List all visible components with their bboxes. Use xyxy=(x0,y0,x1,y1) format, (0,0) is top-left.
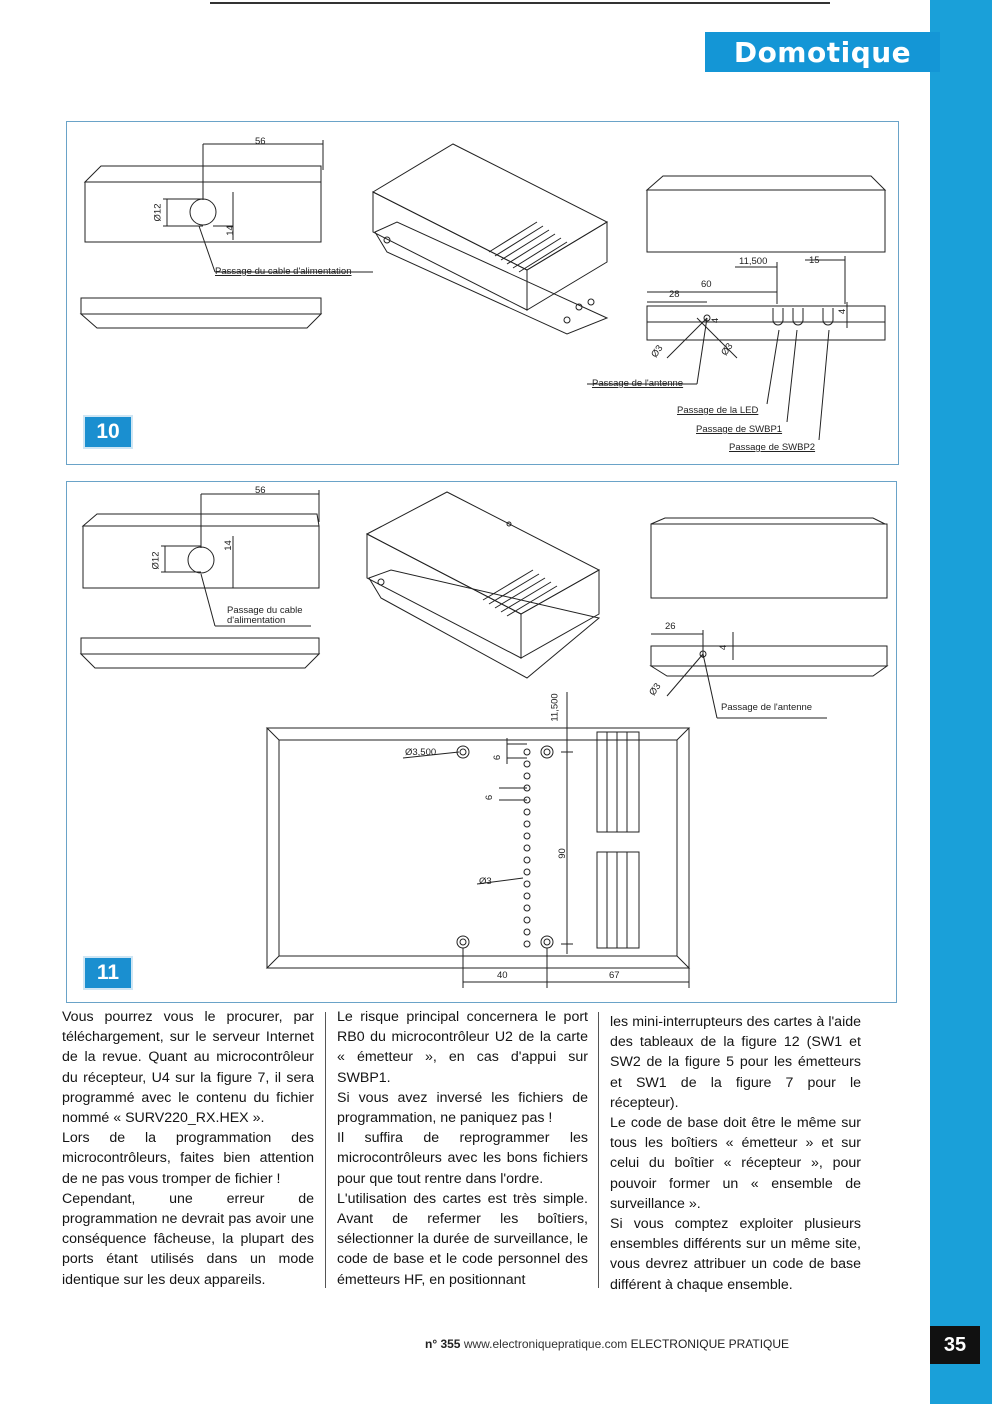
fig10-led-label: Passage de la LED xyxy=(677,405,759,416)
fig11-dim-d3500: Ø3,500 xyxy=(405,747,437,758)
paragraph: Si vous comptez exploiter plusieurs ensembles différents sur un même site, vous devrez attribuer un code de base différent à chaque ensemble. xyxy=(610,1216,861,1293)
magazine-name: ELECTRONIQUE PRATIQUE xyxy=(630,1337,790,1351)
fig11-dim-11500: 11,500 xyxy=(549,693,561,722)
paragraph: L'utilisation des cartes est très simple. Avant de refermer les boîtiers, sélectionner la durée de surveillance, le code de base et le code personnel des émetteurs HF, en positionnant xyxy=(337,1190,588,1288)
fig10-dim-4b: 4 xyxy=(837,308,849,315)
paragraph: Le risque principal concernera le port RB0 du microcontrôleur U2 de la carte « émetteur », en cas d'appui sur SWBP1. xyxy=(337,1009,588,1086)
fig11-dim-67: 67 xyxy=(609,970,620,981)
fig11-dim-40: 40 xyxy=(497,970,508,981)
paragraph: Lors de la programmation des microcontrôleurs, faites bien attention de ne pas vous tromper de fichier ! xyxy=(62,1130,314,1187)
fig11-dim-d12: Ø12 xyxy=(150,551,162,570)
figure-11 xyxy=(66,481,897,1003)
fig10-antenna-label: Passage de l'antenne xyxy=(592,378,684,389)
paragraph: Le code de base doit être le même sur tous les boîtiers « émetteur » et sur celui du boîtier « récepteur », pour pouvoir former un « ensemble de surveillance ». xyxy=(610,1115,861,1212)
paragraph: Si vous avez inversé les fichiers de programmation, ne paniquez pas ! xyxy=(337,1089,588,1127)
fig10-swbp1-label: Passage de SWBP1 xyxy=(696,424,783,435)
fig11-dim-56: 56 xyxy=(255,485,266,496)
fig10-dim-56: 56 xyxy=(255,136,266,147)
fig10-dim-d3: Ø3 xyxy=(649,343,666,360)
page-footer xyxy=(425,1337,789,1351)
figure-11-drawing xyxy=(67,482,896,1002)
fig11-cable-label-2: d'alimentation xyxy=(227,615,286,626)
fig11-dim-6b: 6 xyxy=(484,794,496,801)
figure-10-drawing xyxy=(67,122,898,464)
figure-10 xyxy=(66,121,899,465)
fig10-dim-14: 14 xyxy=(224,225,236,236)
fig10-dim-4a: 4 xyxy=(710,317,722,324)
text-column-3 xyxy=(610,1012,861,1295)
top-rule xyxy=(210,2,830,4)
fig11-dim-90: 90 xyxy=(556,848,568,859)
fig10-cable-label: Passage du cable d'alimentation xyxy=(215,266,352,277)
column-separator xyxy=(598,1012,599,1288)
fig11-dim-d3: Ø3 xyxy=(647,681,664,698)
page-number: 35 xyxy=(930,1326,980,1364)
website-link[interactable]: www.electroniquepratique.com xyxy=(463,1337,628,1351)
fig11-cable-label-1: Passage du cable xyxy=(227,605,303,616)
column-separator xyxy=(325,1012,326,1288)
fig10-dim-60: 60 xyxy=(701,279,712,290)
issue-number: n° 355 xyxy=(425,1337,461,1351)
text-column-1 xyxy=(62,1007,314,1290)
fig10-dim-15: 15 xyxy=(809,255,820,266)
fig10-dim-d3b: Ø3 xyxy=(719,341,736,358)
figure-11-number: 11 xyxy=(83,956,133,990)
fig11-dim-d3hole: Ø3 xyxy=(479,876,492,887)
fig11-dim-6a: 6 xyxy=(492,754,504,761)
section-header: Domotique xyxy=(705,32,940,72)
fig11-dim-14: 14 xyxy=(222,540,234,551)
fig11-dim-26: 26 xyxy=(665,621,676,632)
fig10-dim-28: 28 xyxy=(669,289,680,300)
paragraph: Cependant, une erreur de programmation ne devrait pas avoir une conséquence fâcheuse, la plupart des ports étant utilisés dans un mode identique sur les deux appareils. xyxy=(62,1190,314,1288)
paragraph: Il suffira de reprogrammer les microcontrôleurs avec les bons fichiers pour que tout rentre dans l'ordre. xyxy=(337,1130,588,1187)
figure-10-number: 10 xyxy=(83,415,133,449)
text-column-2 xyxy=(337,1007,588,1290)
paragraph: les mini-interrupteurs des cartes à l'aide des tableaux de la figure 12 (SW1 et SW2 de la figure 5 pour les émetteurs et SW1 de la figure 7 pour le récepteur). xyxy=(610,1014,861,1111)
fig10-dim-11500: 11,500 xyxy=(739,256,768,267)
paragraph: Vous pourrez vous le procurer, par téléchargement, sur le serveur Internet de la revue. Quant au microcontrôleur du récepteur, U4 sur la figure 7, il sera programmé avec le contenu du fichier nommé « SURV220_RX.HEX ». xyxy=(62,1009,314,1127)
side-color-band xyxy=(930,0,992,1404)
fig11-antenna-label: Passage de l'antenne xyxy=(721,702,813,713)
fig10-dim-d12: Ø12 xyxy=(152,203,164,222)
fig11-dim-4: 4 xyxy=(718,644,730,651)
fig10-swbp2-label: Passage de SWBP2 xyxy=(729,442,816,453)
